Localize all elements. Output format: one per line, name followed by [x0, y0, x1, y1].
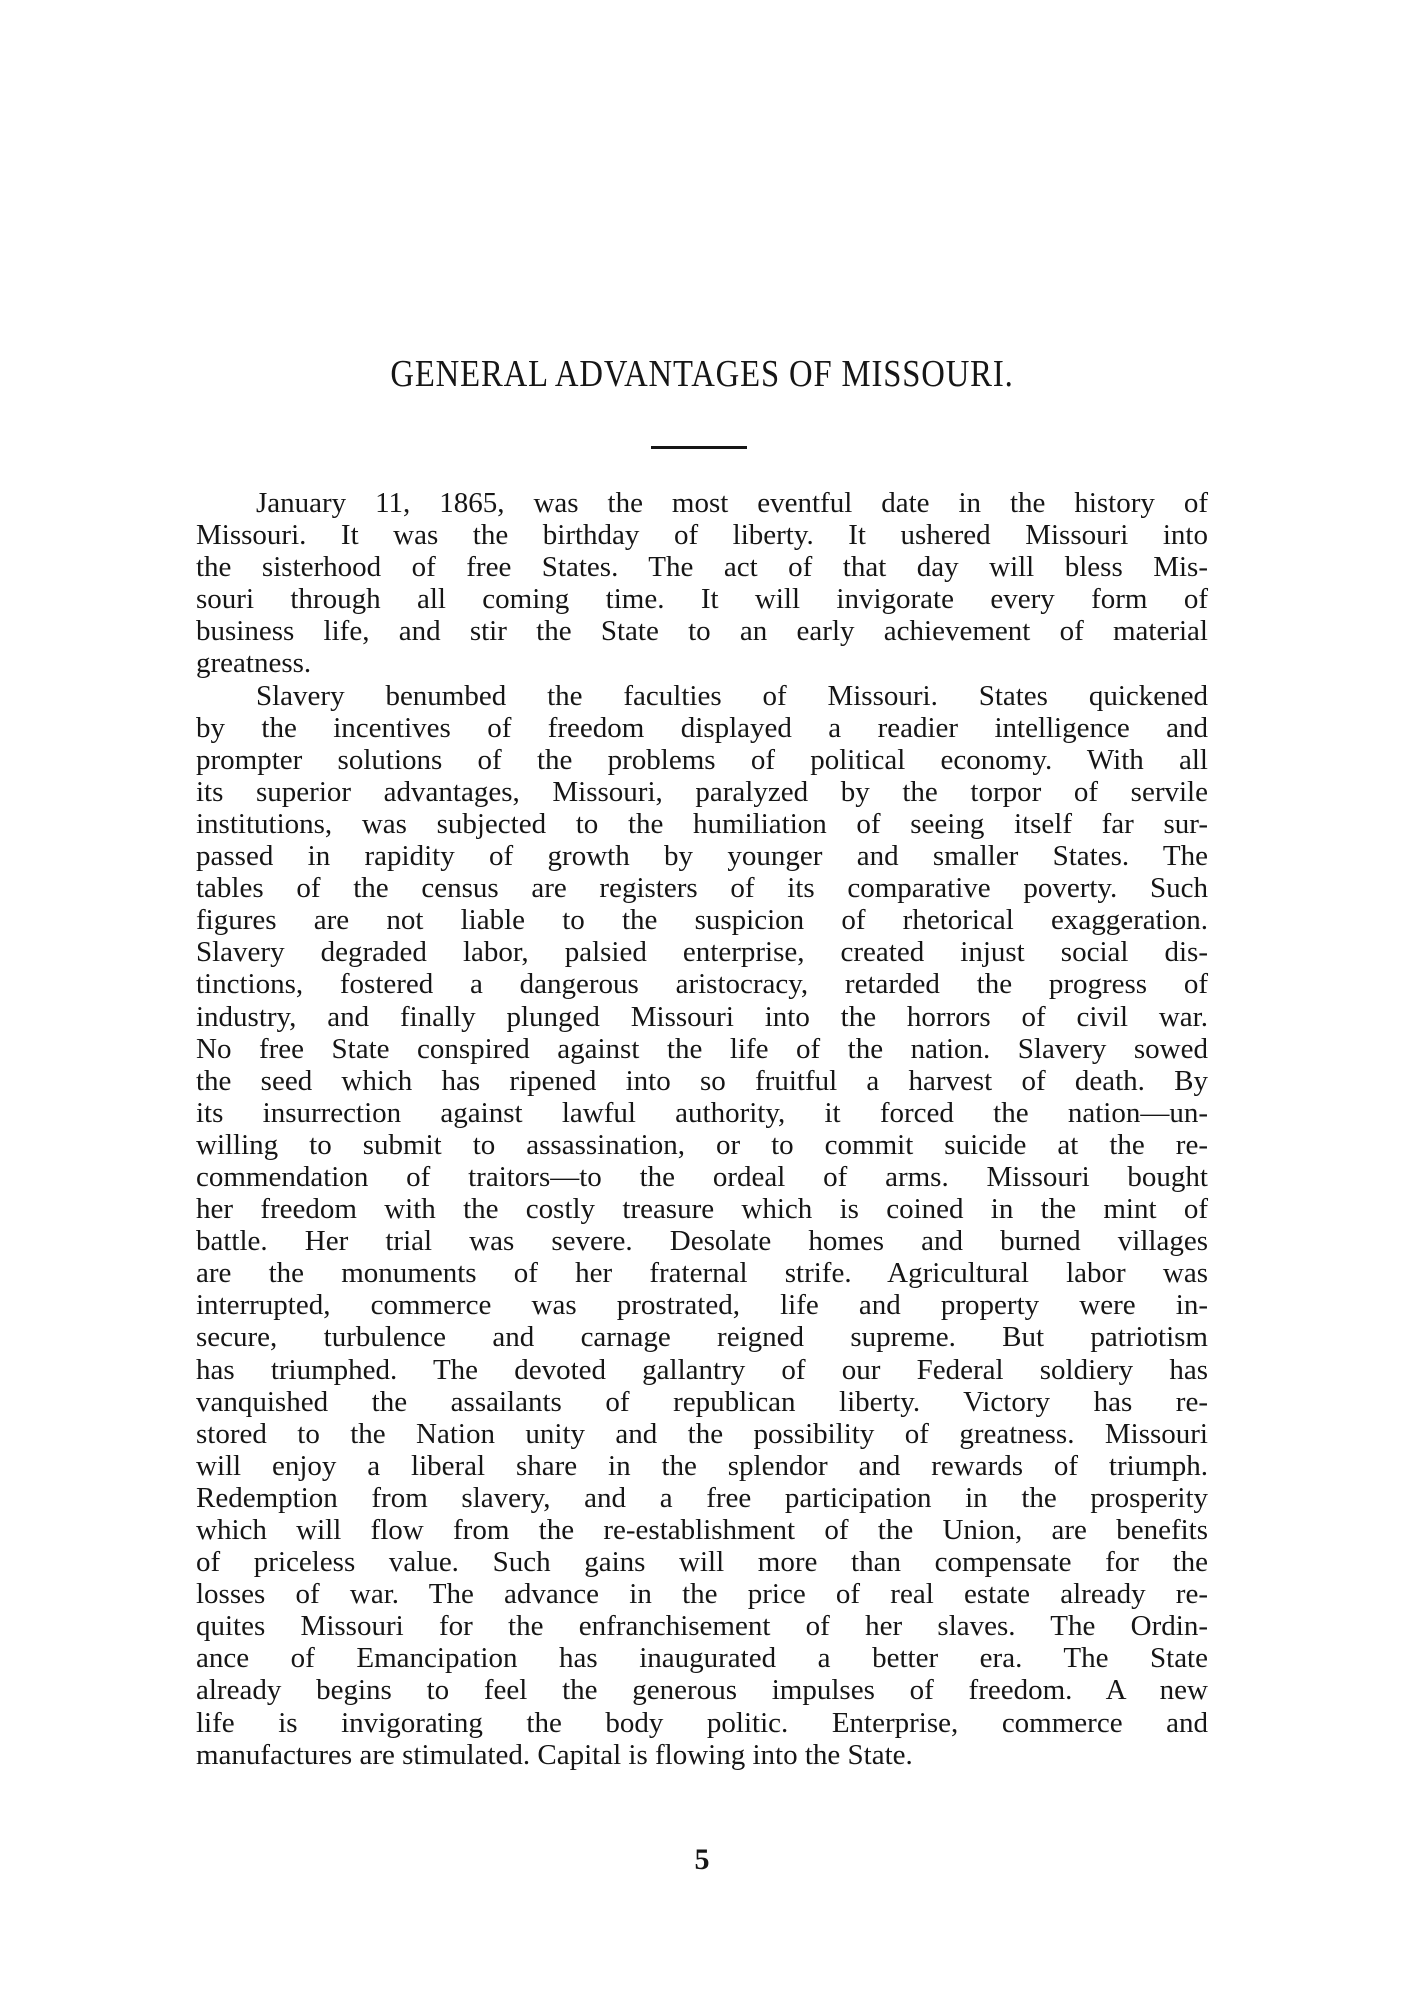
text-line: commendation of traitors—to the ordeal of arms. Missouri bought	[196, 1160, 1208, 1193]
text-line: by the incentives of freedom displayed a readier intelligence and	[196, 711, 1208, 744]
text-line: industry, and finally plunged Missouri into the horrors of civil war.	[196, 1000, 1208, 1033]
text-line: tinctions, fostered a dangerous aristocracy, retarded the progress of	[196, 968, 1208, 1001]
text-line: are the monuments of her fraternal strife. Agricultural labor was	[196, 1257, 1208, 1290]
text-line: Slavery degraded labor, palsied enterprise, created injust social dis-	[196, 936, 1208, 969]
text-line: the seed which has ripened into so fruitful a harvest of death. By	[196, 1064, 1208, 1097]
text-line: life is invigorating the body politic. Enterprise, commerce and	[196, 1706, 1208, 1739]
title-divider	[651, 446, 747, 449]
text-line: will enjoy a liberal share in the splendor and rewards of triumph.	[196, 1449, 1208, 1482]
text-line: vanquished the assailants of republican liberty. Victory has re-	[196, 1385, 1208, 1418]
paragraph	[196, 680, 1208, 1771]
text-line: interrupted, commerce was prostrated, life and property were in-	[196, 1289, 1208, 1322]
text-line: passed in rapidity of growth by younger and smaller States. The	[196, 840, 1208, 873]
text-line: greatness.	[196, 647, 312, 680]
text-line: stored to the Nation unity and the possibility of greatness. Missouri	[196, 1417, 1208, 1450]
text-line: No free State conspired against the life of the nation. Slavery sowed	[196, 1032, 1208, 1065]
body-text	[196, 487, 1208, 1771]
text-line: willing to submit to assassination, or to commit suicide at the re-	[196, 1128, 1208, 1161]
text-line: its superior advantages, Missouri, paralyzed by the torpor of servile	[196, 775, 1208, 808]
text-line: of priceless value. Such gains will more than compensate for the	[196, 1546, 1208, 1579]
paragraph-container	[196, 487, 1208, 1771]
text-line: the sisterhood of free States. The act of that day will bless Mis-	[196, 551, 1208, 584]
text-line: institutions, was subjected to the humiliation of seeing itself far sur-	[196, 807, 1208, 840]
page-title: GENERAL ADVANTAGES OF MISSOURI.	[390, 353, 1014, 395]
page-number: 5	[694, 1843, 710, 1876]
text-line: secure, turbulence and carnage reigned supreme. But patriotism	[196, 1321, 1208, 1354]
text-line: business life, and stir the State to an early achievement of material	[196, 615, 1208, 648]
text-line: ance of Emancipation has inaugurated a better era. The State	[196, 1642, 1208, 1675]
text-line: manufactures are stimulated. Capital is flowing into the State.	[196, 1738, 913, 1771]
text-line: which will flow from the re-establishment of the Union, are benefits	[196, 1514, 1208, 1546]
text-line: battle. Her trial was severe. Desolate homes and burned villages	[196, 1225, 1208, 1258]
text-line: figures are not liable to the suspicion of rhetorical exaggeration.	[196, 904, 1208, 937]
text-line: prompter solutions of the problems of political economy. With all	[196, 743, 1208, 776]
text-line: Missouri. It was the birthday of liberty. It ushered Missouri into	[196, 519, 1208, 552]
text-line: Redemption from slavery, and a free participation in the prosperity	[196, 1481, 1208, 1514]
text-line: losses of war. The advance in the price of real estate already re-	[196, 1578, 1208, 1611]
text-line: already begins to feel the generous impulses of freedom. A new	[196, 1674, 1208, 1707]
text-line: has triumphed. The devoted gallantry of our Federal soldiery has	[196, 1353, 1208, 1386]
text-line: its insurrection against lawful authority, it forced the nation—un-	[196, 1096, 1208, 1129]
text-line: Slavery benumbed the faculties of Missouri. States quickened	[256, 679, 1208, 712]
paragraph	[196, 487, 1208, 680]
text-line: souri through all coming time. It will invigorate every form of	[196, 583, 1208, 616]
text-line: January 11, 1865, was the most eventful date in the history of	[256, 487, 1208, 519]
text-line: tables of the census are registers of its comparative poverty. Such	[196, 872, 1208, 905]
text-line: her freedom with the costly treasure which is coined in the mint of	[196, 1193, 1208, 1226]
text-line: quites Missouri for the enfranchisement of her slaves. The Ordin-	[196, 1610, 1208, 1643]
